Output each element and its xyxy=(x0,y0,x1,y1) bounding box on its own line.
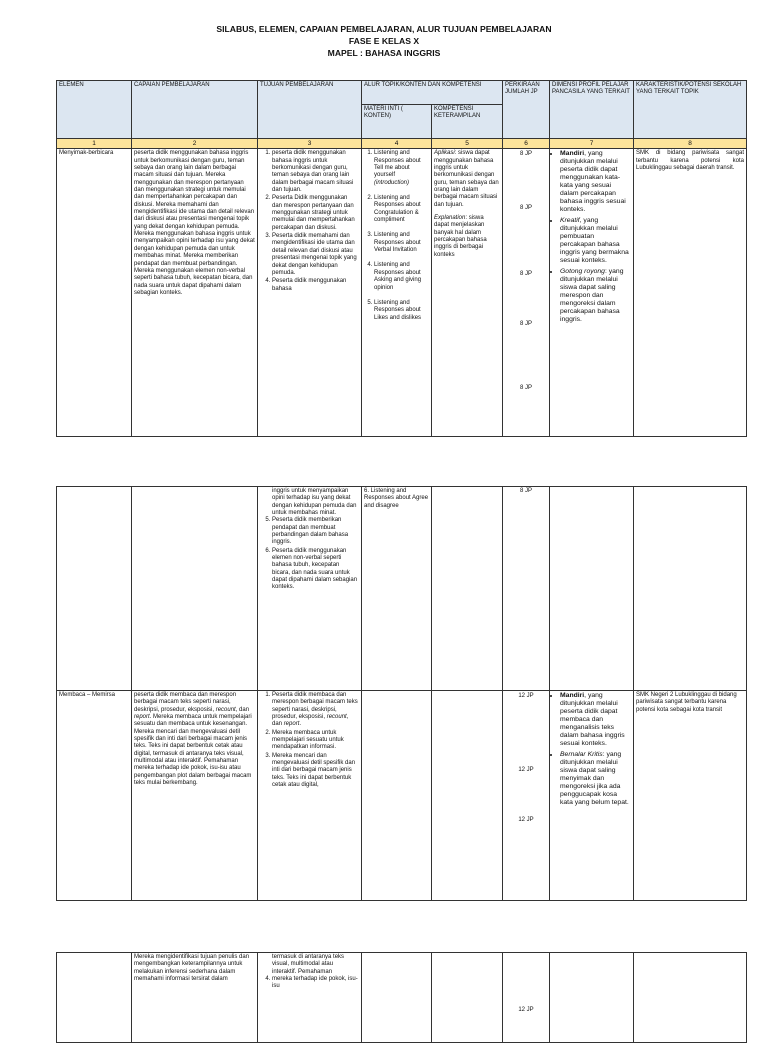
silabus-table-page-1 xyxy=(56,80,747,437)
col-number: 3 xyxy=(258,139,362,149)
karakteristik-cell xyxy=(634,487,747,691)
tujuan-item: 6. Peserta didik menggunakan elemen non-verbal seperti bahasa tubuh, kecepatan bicara, dan nada suara untuk dapat dipahami dalam sebagian konteks. xyxy=(272,548,359,592)
tujuan-cell xyxy=(258,149,362,437)
jp-value: 8 JP xyxy=(519,321,532,328)
jp-value: 12 JP xyxy=(518,1007,534,1013)
profil-item: • Bernalar Kritis: yang ditunjukkan melalui siswa dapat saling menyimak dan mengoreksi jika ada penggucapak kosa kata yang belum tepat. xyxy=(560,751,631,807)
header-materi: MATERI INTI ( KONTEN) xyxy=(362,105,432,139)
profil-cell xyxy=(550,691,634,901)
materi-item: 4. Listening and Responses about Asking and giving opinion xyxy=(374,262,429,291)
karakteristik-cell: SMK Negeri 2 Lubuklinggau di bidang pariwisata sangat terbantu karena potensi kota sebagai kota transit xyxy=(634,691,747,901)
tujuan-item: 3. Mereka mencari dan mengevaluasi detil spesifik dan inti dari berbagai macam jenis teks. Teks ini dapat berbentuk cetak atau digital, xyxy=(272,753,359,790)
tujuan-item: 5. Peserta didik memberikan pendapat dan membuat perbandingan dalam bahasa inggris. xyxy=(272,517,359,546)
tujuan-item: 3. Peserta didik memahami dan mengidentifikasi ide utama dan detail relevan dari diskusi atau presentasi mengenai topik yang dekat dengan kehidupan pemuda. xyxy=(272,233,359,277)
profil-item: • Mandiri, yang ditunjukkan melalui peserta didik dapat menggunakan kata-kata yang sesuai dalam percakapan bahasa inggris sesuai konteks. xyxy=(560,150,631,214)
profil-item: • Mandiri, yang ditunjukkan melalui peserta didik dapat membaca dan menganalisis teks dalam bahasa inggris sesuai konteks. xyxy=(560,692,631,748)
col-number: 1 xyxy=(57,139,132,149)
jp-cell xyxy=(503,149,550,437)
capaian-cell: Mereka mengidentifikasi tujuan penulis dan mengembangkan keterampilannya untuk melakukan inferensi sederhana dalam memahami informasi tersirat dalam xyxy=(132,953,258,1043)
capaian-cell: peserta didik membaca dan merespon berbagai macam teks seperti narasi, deskripsi, prosedur, eksposisi, recount, dan report. Mereka membaca untuk mempelajari sesuatu dan membaca untuk kesenangan. Mereka mencari dan mengevaluasi detil spesifik dan inti dari berbagai macam jenis teks. Teks ini dapat berbentuk cetak atau digital, termasuk di antaranya teks visual, multimodal atau interaktif. Pemahaman mereka terhadap ide pokok, isu-isu atau pengembangan plot dalam berbagai macam teks mulai berkembang. xyxy=(132,691,258,901)
jp-cell xyxy=(503,691,550,901)
capaian-cell: peserta didik menggunakan bahasa inggris untuk berkomunikasi dengan guru, teman sebaya dan orang lain dalam berbagai macam situasi dan tujuan. Mereka menggunakan dan merespon pertanyaan dan menggunakan strategi untuk memulai dan mempertahankan percakapan dan diskusi. Mereka memahami dan mengidentifikasi ide utama dan detail relevan dari diskusi atau presentasi mengenai topik yang dekat dengan kehidupan pemuda. Mereka menggunakan bahasa inggris untuk menyampaikan opini terhadap isu yang dekat dengan kehidupan pemuda dan untuk membahas minat. Mereka memberikan pendapat dan membuat perbandingan. Mereka menggunakan elemen non-verbal seperti bahasa tubuh, kecepatan bicara, dan nada suara untuk dapat dipahami dalam sebagian konteks. xyxy=(132,149,258,437)
jp-value: 12 JP xyxy=(518,817,534,823)
materi-cell xyxy=(362,691,432,901)
materi-cell: 6. Listening and Responses about Agree and disagree xyxy=(362,487,432,691)
tujuan-item: 4. Peserta didik menggunakan bahasa xyxy=(272,278,359,293)
col-number: 5 xyxy=(432,139,503,149)
jp-value: 8 JP xyxy=(519,385,532,392)
jp-value: 12 JP xyxy=(518,767,534,773)
materi-item: 2. Listening and Responses about Congratulation & compliment xyxy=(374,195,429,224)
profil-cell xyxy=(550,149,634,437)
profil-item: • Kreatif, yang ditunjukkan melalui pembuatan percakapan bahasa inggris yang bermakna sesuai konteks. xyxy=(560,217,631,265)
header-jp: PERKIRAAN JUMLAH JP xyxy=(503,81,550,139)
materi-cell xyxy=(362,953,432,1043)
col-number: 7 xyxy=(550,139,634,149)
profil-cell xyxy=(550,953,634,1043)
materi-item: 5. Listening and Responses about Likes and dislikes xyxy=(374,300,429,322)
elemen-cell xyxy=(57,487,132,691)
tujuan-cell xyxy=(258,691,362,901)
materi-cell xyxy=(362,149,432,437)
tujuan-item: 1. peserta didik menggunakan bahasa inggris untuk berkomunikasi dengan guru, teman sebaya dan orang lain dalam berbagai macam situasi dan tujuan. xyxy=(272,150,359,194)
jp-value: 8 JP xyxy=(519,271,532,278)
header-capaian: CAPAIAN PEMBELAJARAN xyxy=(132,81,258,139)
kompetensi-cell xyxy=(432,487,503,691)
karakteristik-cell: SMK di bidang pariwisata sangat terbantu karena potensi kota Lubuklinggau sebagai daerah transit. xyxy=(634,149,747,437)
col-number: 4 xyxy=(362,139,432,149)
capaian-cell xyxy=(132,487,258,691)
tujuan-cell xyxy=(258,487,362,691)
kompetensi-cell xyxy=(432,149,503,437)
jp-cell: 8 JP xyxy=(503,487,550,691)
elemen-cell xyxy=(57,953,132,1043)
tujuan-continued: termasuk di antaranya teks visual, multimodal atau interaktif. Pemahaman xyxy=(272,954,345,975)
jp-value: 8 JP xyxy=(519,151,532,158)
profil-cell xyxy=(550,487,634,691)
header-profil: DIMENSI PROFIL PELAJAR PANCASILA YANG TERKAIT xyxy=(550,81,634,139)
tujuan-item: 2. Peserta Didik menggunakan dan merespon pertanyaan dan menggunakan strategi untuk memulai dan mempertahankan percakapan dan diskusi. xyxy=(272,195,359,232)
profil-item: • Gotong royong: yang ditunjukkan melalui siswa dapat saling merespon dan mengoreksi dalam percakapan bahasa inggris. xyxy=(560,268,631,324)
silabus-table-page-3 xyxy=(56,952,747,1043)
tujuan-item: 1. Peserta didik membaca dan merespon berbagai macam teks seperti narasi, deskripsi, prosedur, eksposisi, recount, dan report. xyxy=(272,692,359,729)
tujuan-item: 4. mereka terhadap ide pokok, isu-isu xyxy=(272,976,359,991)
tujuan-cell xyxy=(258,953,362,1043)
materi-item: 3. Listening and Responses about Verbal Invitation xyxy=(374,232,429,254)
kompetensi-aplikasi: Aplikasi: siswa dapat menggunakan bahasa inggris untuk berkomunikasi dengan guru, teman sebaya dan orang lain dalam berbagai macam situasi dan tujuan. xyxy=(434,150,499,208)
col-number: 6 xyxy=(503,139,550,149)
kompetensi-cell xyxy=(432,691,503,901)
col-number: 8 xyxy=(634,139,747,149)
document-subtitle-fase: FASE E KELAS X xyxy=(348,36,420,46)
header-elemen: ELEMEN xyxy=(57,81,132,139)
jp-value: 8 JP xyxy=(519,205,532,212)
header-karakteristik: KARAKTERISTIK/POTENSI SEKOLAH YANG TERKAIT TOPIK xyxy=(634,81,747,139)
tujuan-item: 2. Mereka membaca untuk mempelajari sesuatu untuk mendapatkan informasi. xyxy=(272,730,359,752)
kompetensi-cell xyxy=(432,953,503,1043)
document-title: SILABUS, ELEMEN, CAPAIAN PEMBELAJARAN, ALUR TUJUAN PEMBELAJARAN xyxy=(216,24,552,34)
elemen-cell: Menyimak-berbicara xyxy=(57,149,132,437)
karakteristik-cell xyxy=(634,953,747,1043)
kompetensi-explanation: Explanation: siswa dapat menjelaskan banyak hal dalam percakapan bahasa inggris di berbagai konteks xyxy=(434,215,487,258)
col-number: 2 xyxy=(132,139,258,149)
header-kompetensi: KOMPETENSI KETERAMPILAN xyxy=(432,105,503,139)
header-tujuan: TUJUAN PEMBELAJARAN xyxy=(258,81,362,139)
elemen-cell: Membaca – Memirsa xyxy=(57,691,132,901)
tujuan-continued: inggris untuk menyampaikan opini terhadap isu yang dekat dengan kehidupan pemuda dan untuk membahas minat. xyxy=(272,488,357,517)
header-alur: ALUR TOPIK/KONTEN DAN KOMPETENSI xyxy=(362,81,503,105)
document-subtitle-mapel: MAPEL : BAHASA INGGRIS xyxy=(327,48,441,58)
materi-item: 1. Listening and Responses about Tell me about yourself (introduction) xyxy=(374,150,429,187)
jp-cell xyxy=(503,953,550,1043)
jp-value: 12 JP xyxy=(518,693,534,699)
silabus-table-page-2 xyxy=(56,486,747,901)
